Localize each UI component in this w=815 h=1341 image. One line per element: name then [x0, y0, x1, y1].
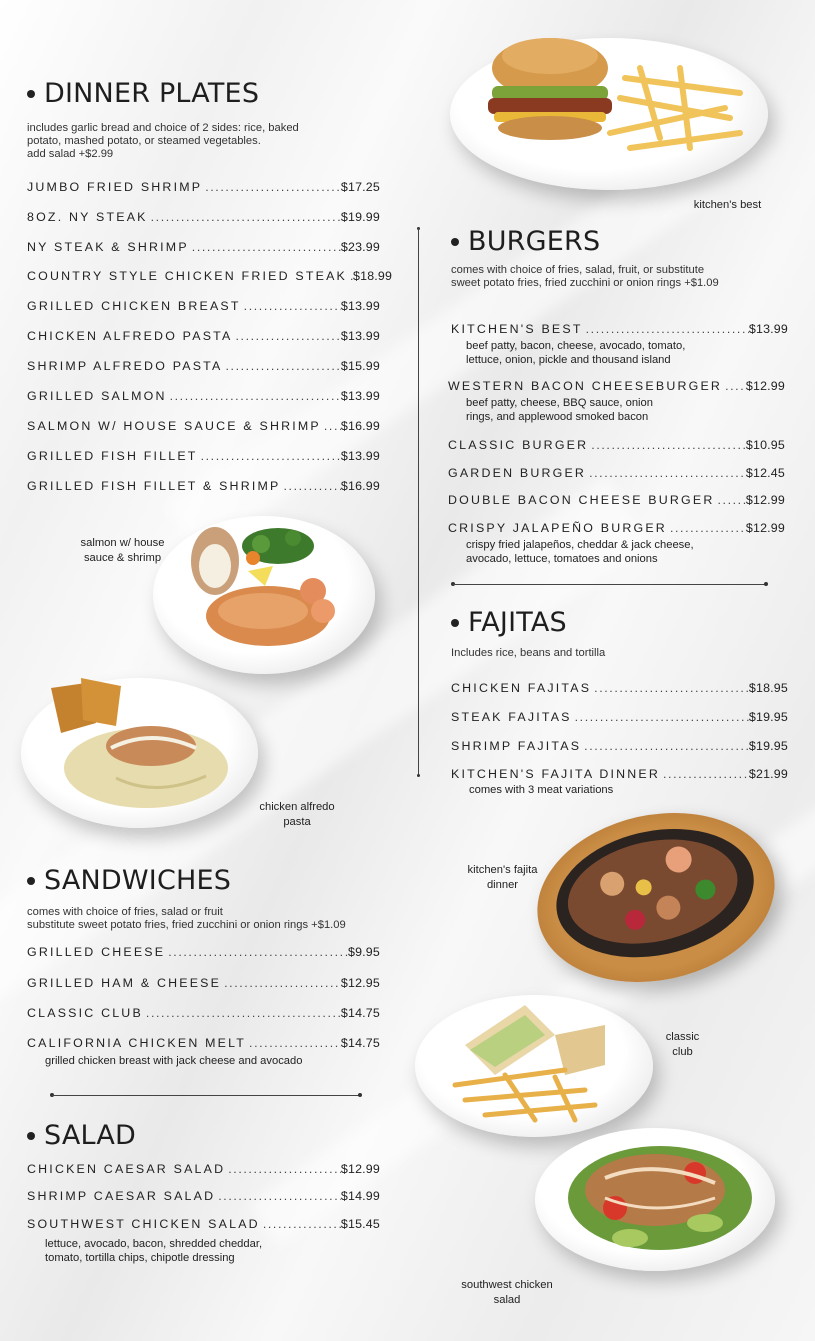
- burgers-title: BURGERS: [468, 226, 601, 257]
- item-name: GRILLED CHICKEN BREAST: [27, 299, 241, 313]
- caption-salad: southwest chicken salad: [461, 1279, 553, 1306]
- dot-leader: [225, 1162, 341, 1176]
- bullet-icon: [27, 1132, 35, 1140]
- dot-leader: [143, 1006, 341, 1020]
- item-price: $13.99: [340, 329, 380, 343]
- item-price: $14.75: [340, 1006, 380, 1020]
- item-price: $12.99: [745, 521, 785, 535]
- item-detail-southwest-chicken-salad: lettuce, avocado, bacon, shredded cheddar, tomato, tortilla chips, chipotle dressing: [45, 1238, 263, 1264]
- dot-leader: [215, 1189, 341, 1203]
- item-detail-kitchens-best: beef patty, bacon, cheese, avocado, tomato, lettuce, onion, pickle and thousand island: [466, 340, 686, 366]
- menu-item-steak-fajitas: [451, 710, 788, 724]
- item-name: SALMON W/ HOUSE SAUCE & SHRIMP: [27, 419, 321, 433]
- item-name: JUMBO FRIED SHRIMP: [27, 180, 203, 194]
- dot-leader: [588, 438, 746, 452]
- item-detail-crispy-jalapeno-burger: crispy fried jalapeños, cheddar & jack cheese, avocado, lettuce, tomatoes and onions: [466, 539, 694, 565]
- dot-leader: [586, 466, 746, 480]
- menu-item-grilled-chicken-breast: [27, 299, 380, 313]
- item-name: CALIFORNIA CHICKEN MELT: [27, 1036, 247, 1050]
- dot-leader: [581, 739, 749, 753]
- item-name: KITCHEN'S BEST: [451, 322, 583, 336]
- bullet-icon: [451, 238, 459, 246]
- dot-leader: [321, 419, 341, 433]
- dot-leader: [167, 389, 341, 403]
- salad-heading: [27, 1120, 136, 1151]
- fajita-skillet-image: [521, 792, 790, 1003]
- item-name: SHRIMP CAESAR SALAD: [27, 1189, 216, 1203]
- fajita-dish-icon: [521, 792, 790, 1003]
- menu-item-classic-club: [27, 1006, 380, 1020]
- item-price: $9.95: [347, 945, 380, 959]
- item-price: $17.25: [340, 180, 380, 194]
- item-price: $12.99: [745, 493, 785, 507]
- sandwiches-divider: [52, 1095, 360, 1096]
- menu-item-classic-burger: [448, 438, 785, 452]
- item-price: $23.99: [340, 240, 380, 254]
- dot-leader: [165, 945, 348, 959]
- dinner-plates-description: includes garlic bread and choice of 2 sides: rice, baked potato, mashed potato, or steamed vegetables. add salad +$2.99: [27, 122, 299, 160]
- burgers-heading: [451, 226, 600, 257]
- burger-dish-icon: [450, 38, 768, 190]
- dot-leader: [189, 240, 341, 254]
- dot-leader: [660, 767, 749, 781]
- bullet-icon: [27, 877, 35, 885]
- menu-item-shrimp-caesar-salad: [27, 1189, 380, 1203]
- item-name: CHICKEN ALFREDO PASTA: [27, 329, 233, 343]
- dot-leader: [246, 1036, 341, 1050]
- item-name: GARDEN BURGER: [448, 466, 587, 480]
- menu-item-ny-steak: [27, 210, 380, 224]
- item-name: GRILLED SALMON: [27, 389, 167, 403]
- menu-item-chicken-fajitas: [451, 681, 788, 695]
- dot-leader: [198, 449, 341, 463]
- menu-item-grilled-cheese: [27, 945, 380, 959]
- menu-item-ny-steak-shrimp: [27, 240, 380, 254]
- item-name: GRILLED CHEESE: [27, 945, 166, 959]
- divider-end-dot: [417, 774, 420, 777]
- item-name: CHICKEN CAESAR SALAD: [27, 1162, 226, 1176]
- dot-leader: [280, 479, 340, 493]
- menu-item-western-bacon-cheeseburger: [448, 379, 785, 393]
- menu-item-garden-burger: [448, 466, 785, 480]
- menu-item-double-bacon-cheese-burger: [448, 493, 785, 507]
- menu-item-jumbo-fried-shrimp: [27, 180, 380, 194]
- fajitas-heading: [451, 607, 567, 638]
- menu-item-kitchens-best: [451, 322, 788, 336]
- dinner-plates-heading: [27, 78, 259, 109]
- dot-leader: [221, 976, 341, 990]
- bullet-icon: [451, 619, 459, 627]
- item-name: KITCHEN'S FAJITA DINNER: [451, 767, 661, 781]
- menu-item-shrimp-alfredo-pasta: [27, 359, 380, 373]
- item-detail-western-bacon-cheeseburger: beef patty, cheese, BBQ sauce, onion rings, and applewood smoked bacon: [466, 397, 653, 423]
- item-price: $18.99: [353, 269, 393, 283]
- item-price: $19.95: [748, 710, 788, 724]
- item-name: SHRIMP FAJITAS: [451, 739, 582, 753]
- item-price: $13.99: [340, 389, 380, 403]
- sandwiches-title: SANDWICHES: [44, 865, 232, 896]
- caption-burger: kitchen's best: [693, 199, 762, 211]
- menu-item-california-chicken-melt: [27, 1036, 380, 1050]
- item-detail-kitchens-fajita-dinner: comes with 3 meat variations: [469, 784, 614, 796]
- burgers-description: comes with choice of fries, salad, fruit, or substitute sweet potato fries, fried zucchini or onion rings +$1.09: [451, 264, 719, 289]
- menu-item-crispy-jalapeno-burger: [448, 521, 785, 535]
- item-name: SHRIMP ALFREDO PASTA: [27, 359, 223, 373]
- item-name: STEAK FAJITAS: [451, 710, 572, 724]
- dinner-plates-title: DINNER PLATES: [44, 78, 260, 109]
- item-price: $12.95: [340, 976, 380, 990]
- bullet-icon: [27, 90, 35, 98]
- item-name: SOUTHWEST CHICKEN SALAD: [27, 1217, 260, 1231]
- dot-leader: [222, 359, 340, 373]
- alfredo-plate-image: [21, 678, 258, 828]
- sandwiches-description: comes with choice of fries, salad or fruit substitute sweet potato fries, fried zucchini or onion rings +$1.09: [27, 906, 346, 931]
- burgers-divider: [453, 584, 766, 585]
- menu-item-shrimp-fajitas: [451, 739, 788, 753]
- item-name: CRISPY JALAPEÑO BURGER: [448, 521, 667, 535]
- menu-item-southwest-chicken-salad: [27, 1217, 380, 1231]
- item-name: CLASSIC BURGER: [448, 438, 589, 452]
- item-name: 8OZ. NY STEAK: [27, 210, 148, 224]
- item-price: $12.45: [745, 466, 785, 480]
- menu-item-grilled-fish-fillet: [27, 449, 380, 463]
- item-price: $15.45: [340, 1217, 380, 1231]
- caption-salmon: salmon w/ house sauce & shrimp: [80, 537, 165, 564]
- divider-end-dot: [358, 1093, 362, 1097]
- salad-plate-image: [535, 1128, 775, 1271]
- item-price: $18.95: [748, 681, 788, 695]
- divider-end-dot: [764, 582, 768, 586]
- dot-leader: [202, 180, 341, 194]
- dot-leader: [591, 681, 749, 695]
- club-sandwich-icon: [415, 995, 653, 1137]
- dot-leader: [667, 521, 746, 535]
- item-detail-california-chicken-melt: grilled chicken breast with jack cheese and avocado: [45, 1055, 303, 1067]
- sandwiches-heading: [27, 865, 231, 896]
- dot-leader: [572, 710, 749, 724]
- salad-dish-icon: [535, 1128, 775, 1271]
- item-price: $14.99: [340, 1189, 380, 1203]
- item-name: NY STEAK & SHRIMP: [27, 240, 189, 254]
- item-name: GRILLED HAM & CHEESE: [27, 976, 222, 990]
- fajitas-description: Includes rice, beans and tortilla: [451, 647, 606, 659]
- menu-item-chicken-caesar-salad: [27, 1162, 380, 1176]
- burger-plate-image: [450, 38, 768, 190]
- caption-fajita: kitchen's fajita dinner: [467, 864, 538, 891]
- menu-item-salmon-house-sauce-shrimp: [27, 419, 380, 433]
- item-price: $13.99: [340, 449, 380, 463]
- item-name: DOUBLE BACON CHEESE BURGER: [448, 493, 715, 507]
- item-name: GRILLED FISH FILLET: [27, 449, 198, 463]
- item-name: CLASSIC CLUB: [27, 1006, 143, 1020]
- fajitas-title: FAJITAS: [468, 607, 567, 638]
- dot-leader: [715, 493, 746, 507]
- menu-item-chicken-alfredo-pasta: [27, 329, 380, 343]
- menu-item-country-chicken-fried-steak: [27, 269, 393, 283]
- menu-item-grilled-ham-cheese: [27, 976, 380, 990]
- item-price: $14.75: [340, 1036, 380, 1050]
- caption-alfredo: chicken alfredo pasta: [259, 801, 335, 828]
- menu-item-grilled-salmon: [27, 389, 380, 403]
- item-price: $15.99: [340, 359, 380, 373]
- item-price: $13.99: [748, 322, 788, 336]
- dot-leader: [722, 379, 746, 393]
- item-price: $21.99: [748, 767, 788, 781]
- item-name: WESTERN BACON CHEESEBURGER: [448, 379, 723, 393]
- item-price: $19.95: [748, 739, 788, 753]
- caption-club: classic club: [665, 1031, 700, 1058]
- dot-leader: [232, 329, 340, 343]
- dot-leader: [148, 210, 341, 224]
- item-price: $16.99: [340, 479, 380, 493]
- salad-title: SALAD: [44, 1120, 137, 1151]
- dot-leader: [260, 1217, 341, 1231]
- column-divider: [418, 228, 419, 776]
- item-price: $12.99: [745, 379, 785, 393]
- item-name: CHICKEN FAJITAS: [451, 681, 592, 695]
- item-price: $19.99: [340, 210, 380, 224]
- item-name: GRILLED FISH FILLET & SHRIMP: [27, 479, 281, 493]
- dot-leader: [583, 322, 749, 336]
- item-price: $12.99: [340, 1162, 380, 1176]
- item-price: $16.99: [340, 419, 380, 433]
- club-plate-image: [415, 995, 653, 1137]
- item-price: $10.95: [745, 438, 785, 452]
- item-price: $13.99: [340, 299, 380, 313]
- menu-item-grilled-fish-fillet-shrimp: [27, 479, 380, 493]
- pasta-dish-icon: [21, 678, 258, 828]
- item-name: COUNTRY STYLE CHICKEN FRIED STEAK: [27, 269, 348, 283]
- dot-leader: [241, 299, 341, 313]
- menu-item-kitchens-fajita-dinner: [451, 767, 788, 781]
